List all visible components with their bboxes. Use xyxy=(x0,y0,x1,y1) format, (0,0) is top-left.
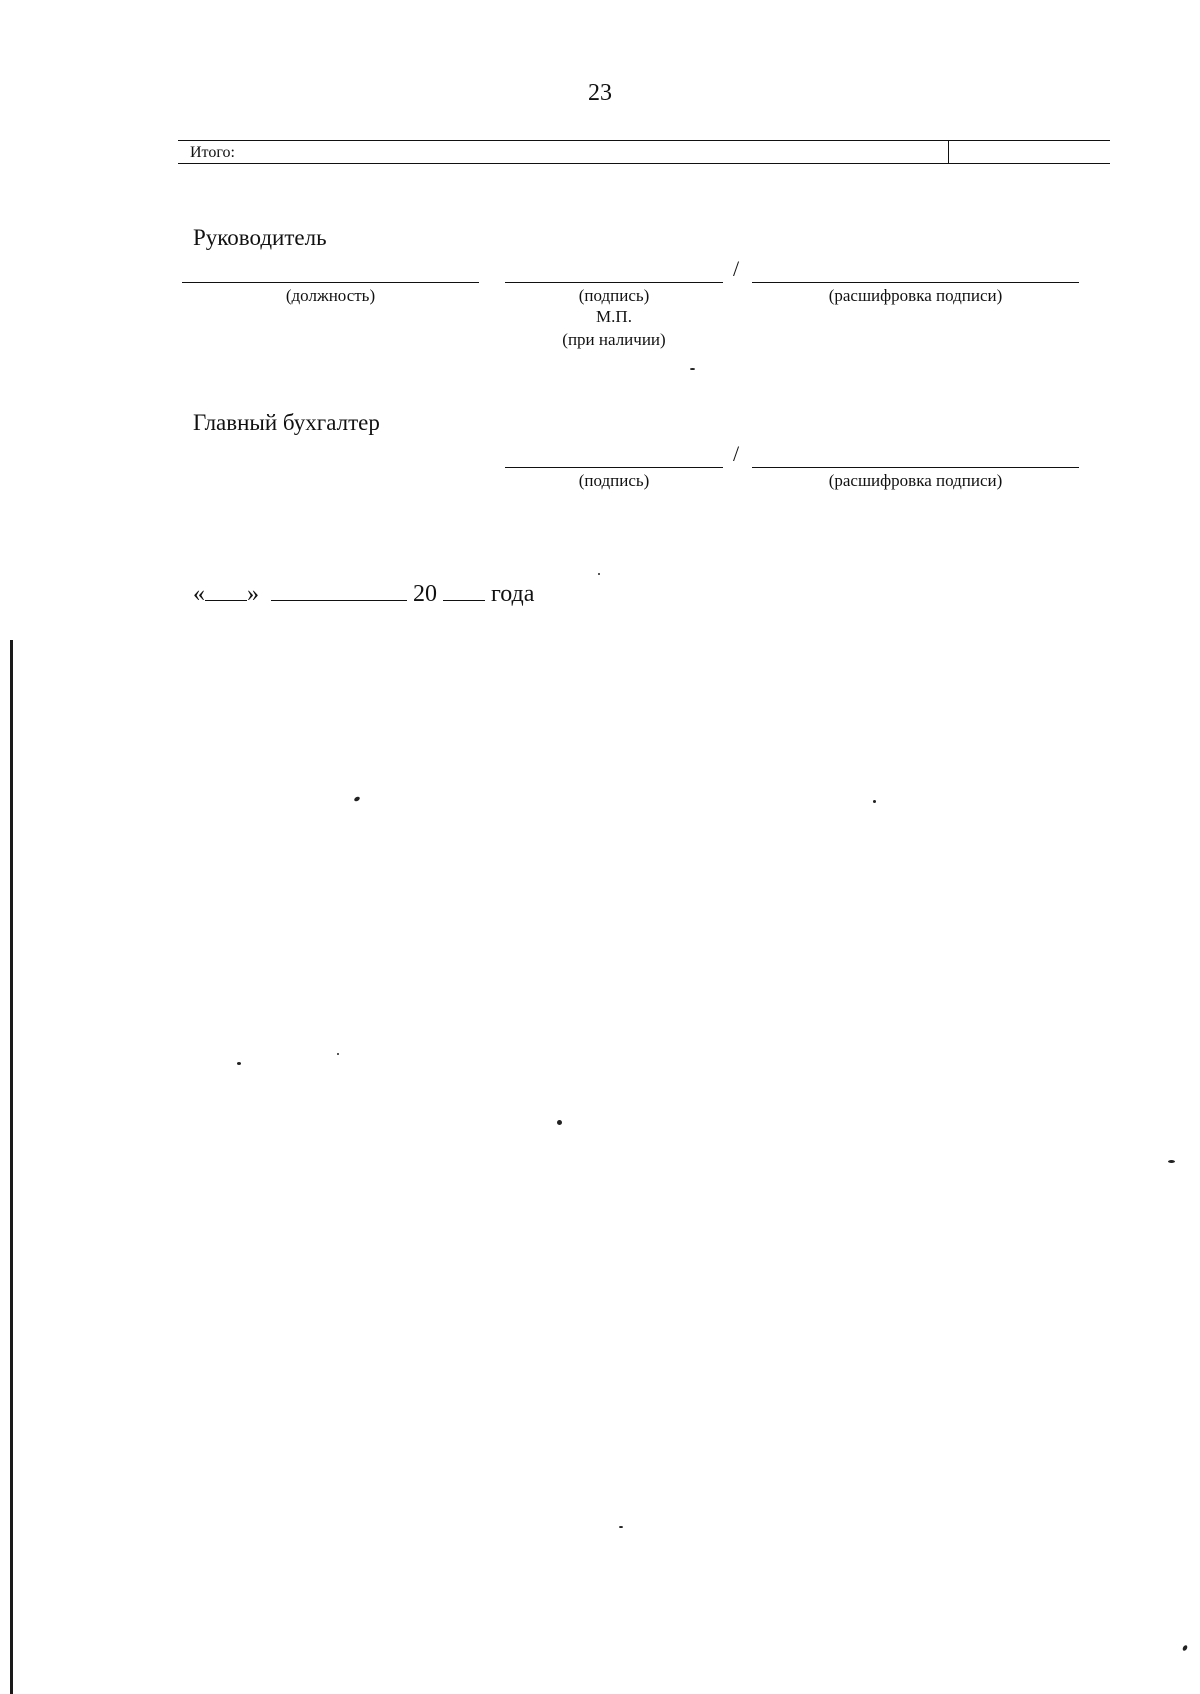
stamp-note: (при наличии) xyxy=(562,330,666,349)
date-line xyxy=(193,578,534,608)
scan-speck xyxy=(619,1526,623,1528)
year-blank xyxy=(443,578,485,601)
scan-speck xyxy=(353,796,360,802)
scan-speck xyxy=(690,368,695,370)
scan-speck xyxy=(237,1062,241,1065)
total-value-cell xyxy=(948,141,1111,163)
month-blank xyxy=(271,578,407,601)
scan-speck xyxy=(337,1053,339,1055)
scan-page-edge xyxy=(10,640,13,1694)
director-signature-caption: (подпись) xyxy=(578,286,650,305)
director-separator: / xyxy=(733,256,740,281)
stamp-caption: М.П. xyxy=(596,307,632,326)
director-signature-line xyxy=(505,282,723,283)
chief-accountant-title: Главный бухгалтер xyxy=(193,410,380,435)
scan-speck xyxy=(1182,1644,1188,1651)
date-suffix: года xyxy=(491,581,535,607)
scan-speck xyxy=(598,573,600,575)
director-decoding-caption: (расшифровка подписи) xyxy=(828,286,1003,305)
scan-speck xyxy=(1168,1160,1175,1163)
director-title: Руководитель xyxy=(193,225,327,250)
total-row xyxy=(178,140,1110,164)
chief-accountant-decoding-line xyxy=(752,467,1079,468)
director-decoding-line xyxy=(752,282,1079,283)
day-blank xyxy=(205,578,247,601)
chief-accountant-separator: / xyxy=(733,441,740,466)
chief-accountant-signature-caption: (подпись) xyxy=(578,471,650,490)
page-number: 23 xyxy=(588,80,612,106)
date-close-quote: » xyxy=(247,581,259,607)
year-prefix: 20 xyxy=(413,581,437,607)
chief-accountant-decoding-caption: (расшифровка подписи) xyxy=(828,471,1003,490)
scan-speck xyxy=(557,1120,562,1125)
total-label: Итого: xyxy=(190,144,235,161)
director-position-line xyxy=(182,282,479,283)
scan-speck xyxy=(873,800,876,803)
date-open-quote: « xyxy=(193,581,205,607)
chief-accountant-signature-line xyxy=(505,467,723,468)
director-position-caption: (должность) xyxy=(285,286,376,305)
